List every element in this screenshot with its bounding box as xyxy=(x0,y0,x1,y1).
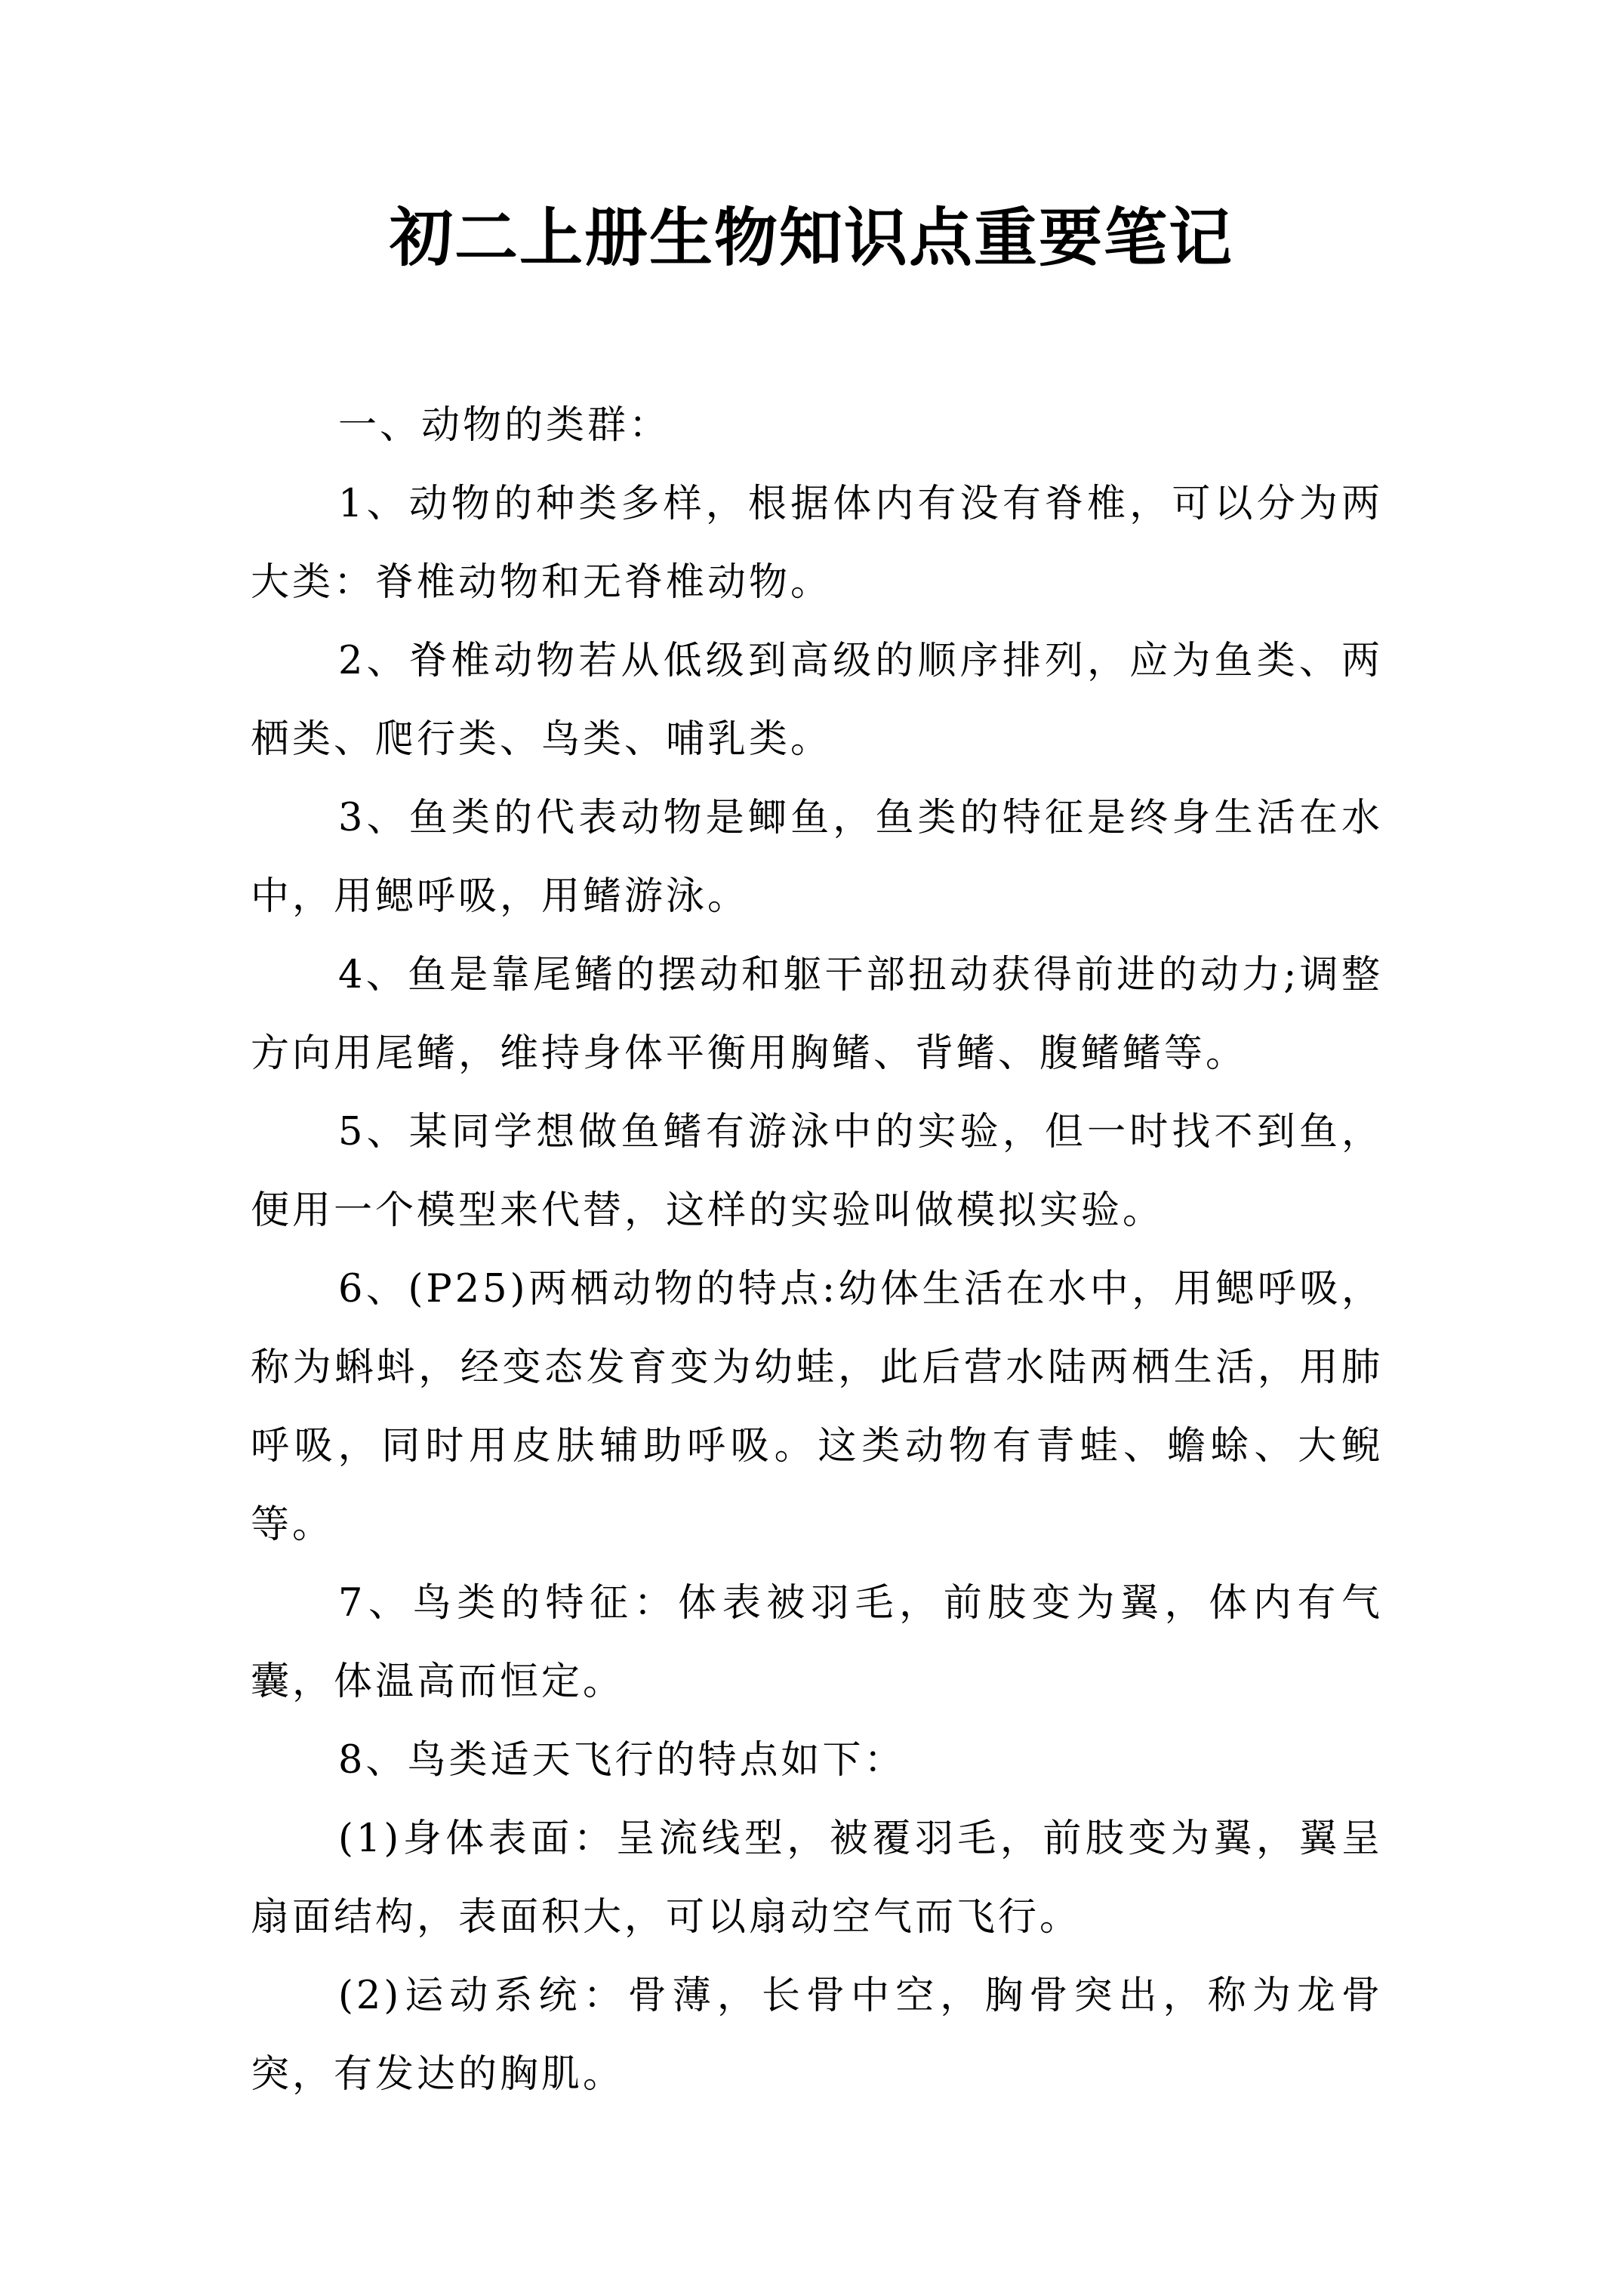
paragraph-2: 2、脊椎动物若从低级到高级的顺序排列，应为鱼类、两栖类、爬行类、鸟类、哺乳类。 xyxy=(251,639,1383,762)
paragraph-7: 7、鸟类的特征：体表被羽毛，前肢变为翼，体内有气囊，体温高而恒定。 xyxy=(251,1581,1383,1704)
document-title: 初二上册生物知识点重要笔记 xyxy=(389,201,1233,275)
section-heading: 一、动物的类群： xyxy=(338,403,671,448)
paragraph-5: 5、某同学想做鱼鳍有游泳中的实验，但一时找不到鱼，便用一个模型来代替，这样的实验叫做模拟实验。 xyxy=(251,1110,1383,1233)
paragraph-3: 3、鱼类的代表动物是鲫鱼，鱼类的特征是终身生活在水中，用鳃呼吸，用鳍游泳。 xyxy=(251,796,1383,919)
paragraph-8-sub-2: (2)运动系统：骨薄，长骨中空，胸骨突出，称为龙骨突，有发达的胸肌。 xyxy=(251,1974,1383,2097)
paragraph-6: 6、(P25)两栖动物的特点:幼体生活在水中，用鳃呼吸，称为蝌蚪，经变态发育变为幼蛙，此后营水陆两栖生活，用肺呼吸，同时用皮肤辅助呼吸。这类动物有青蛙、蟾蜍、大鲵等。 xyxy=(251,1267,1383,1547)
paragraph-4: 4、鱼是靠尾鳍的摆动和躯干部扭动获得前进的动力;调整方向用尾鳍，维持身体平衡用胸鳍、背鳍、腹鳍鳍等。 xyxy=(251,953,1383,1076)
paragraph-1: 1、动物的种类多样，根据体内有没有脊椎，可以分为两大类：脊椎动物和无脊椎动物。 xyxy=(251,482,1383,605)
paragraph-8-sub-1: (1)身体表面：呈流线型，被覆羽毛，前肢变为翼，翼呈扇面结构，表面积大，可以扇动空气而飞行。 xyxy=(251,1817,1383,1940)
document-body xyxy=(251,387,1383,2114)
paragraph-8: 8、鸟类适天飞行的特点如下： xyxy=(338,1738,906,1783)
